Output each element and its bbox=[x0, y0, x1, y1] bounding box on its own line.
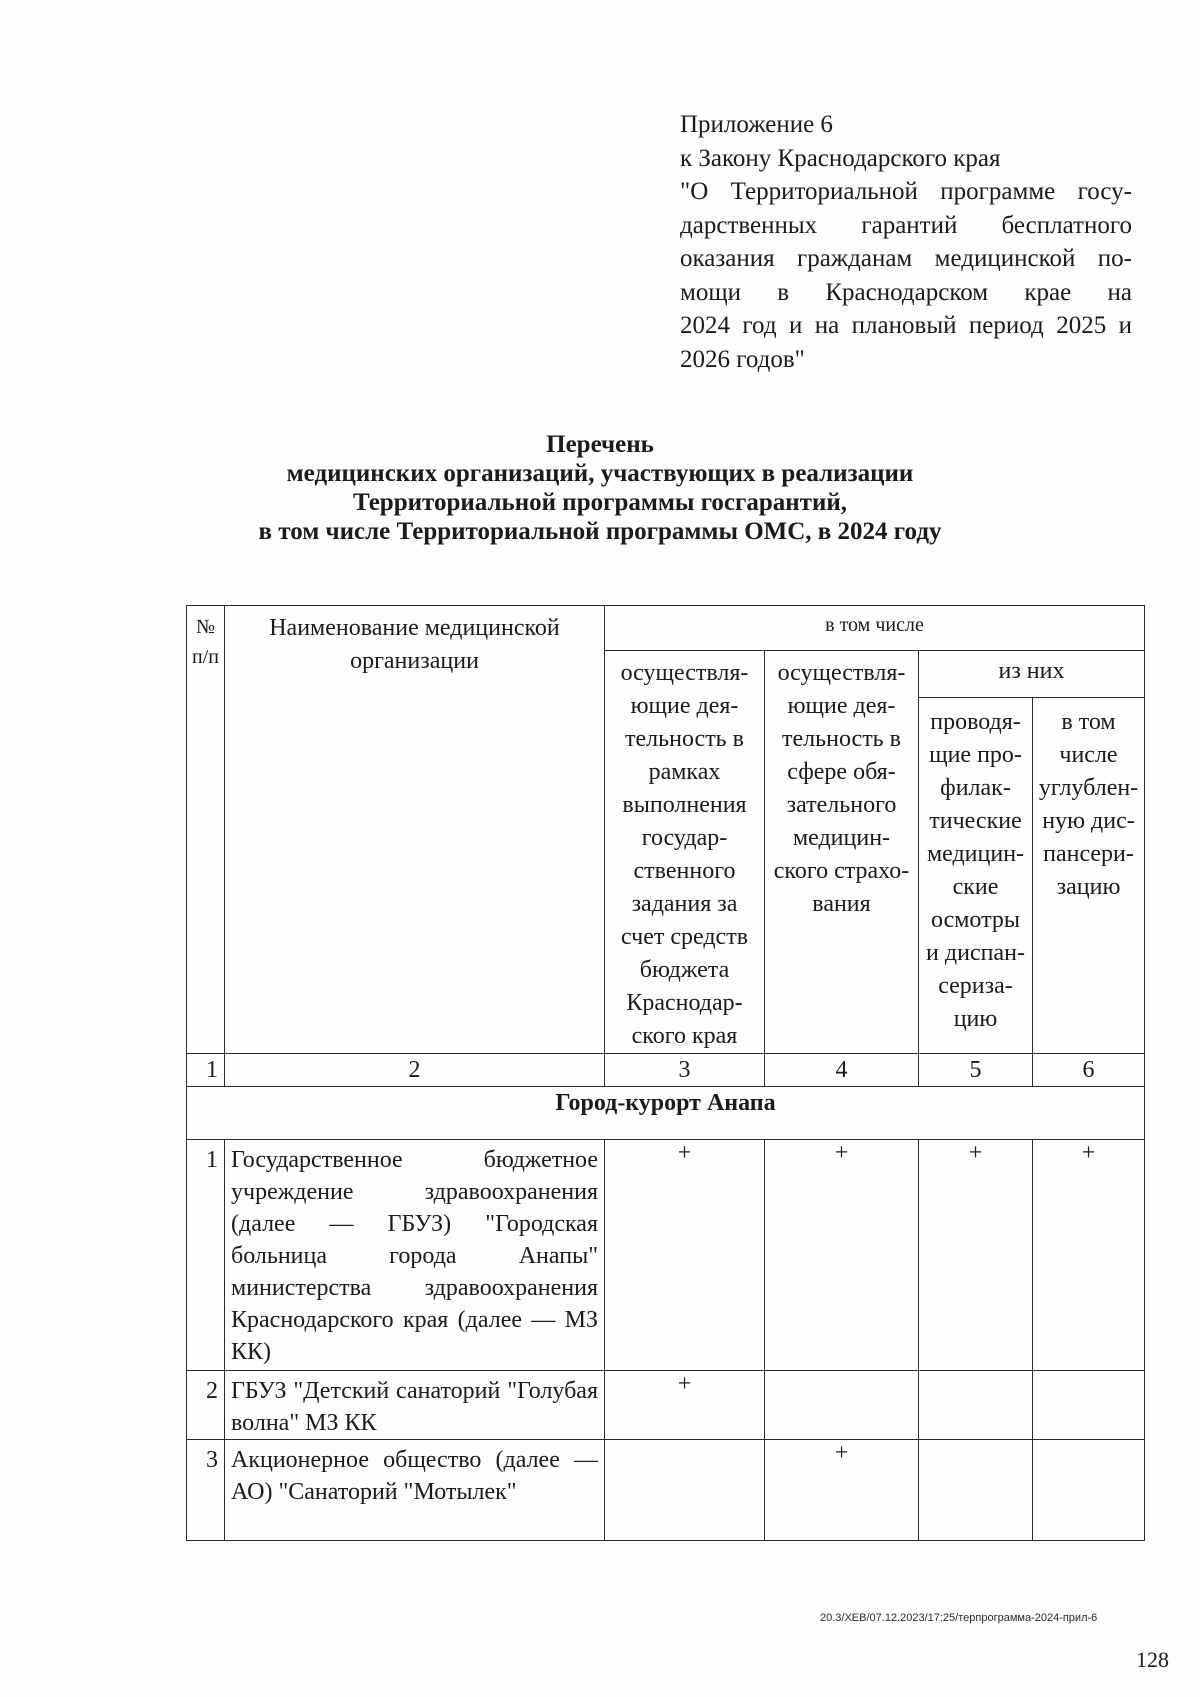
mark-cell: + bbox=[765, 1140, 919, 1371]
organizations-table bbox=[186, 605, 1145, 1541]
column-number: 2 bbox=[225, 1054, 605, 1087]
row-number: 2 bbox=[187, 1371, 225, 1440]
region-row bbox=[187, 1087, 1145, 1140]
annex-reference bbox=[680, 108, 1132, 376]
column-number: 3 bbox=[605, 1054, 765, 1087]
annex-line: 2024 год и на плановый период 2025 и bbox=[680, 312, 1132, 339]
title-line: Территориальной программы госгарантий, bbox=[352, 489, 848, 516]
mark-cell bbox=[919, 1371, 1033, 1440]
column-number: 6 bbox=[1033, 1054, 1145, 1087]
organization-name: Государственное бюджетное учреждение здравоохранения (далее — ГБУЗ) "Городская больница города Анапы" министерства здравоохранения Краснодарского края (далее — МЗ КК) bbox=[225, 1140, 605, 1371]
annex-line: мощи в Краснодарском крае на bbox=[680, 278, 1132, 306]
column-number-row bbox=[187, 1054, 1145, 1087]
title-line: Перечень bbox=[546, 431, 654, 458]
annex-line: "О Территориальной программе госу- bbox=[680, 178, 1132, 205]
mark-cell bbox=[765, 1371, 919, 1440]
mark-cell: + bbox=[765, 1440, 919, 1541]
annex-line: оказания гражданам медицинской по- bbox=[680, 245, 1132, 272]
table-row bbox=[187, 1371, 1145, 1440]
mark-cell: + bbox=[919, 1140, 1033, 1371]
column-number: 1 bbox=[187, 1054, 225, 1087]
annex-line: дарственных гарантий бесплатного bbox=[680, 211, 1132, 239]
document-code: 20.3/ХЕВ/07.12.2023/17:25/терпрограмма-2024-прил-6 bbox=[820, 1612, 1098, 1624]
row-number: 1 bbox=[187, 1140, 225, 1371]
row-number: 3 bbox=[187, 1440, 225, 1541]
mark-cell bbox=[605, 1440, 765, 1541]
table-row bbox=[187, 1440, 1145, 1541]
header-col3: осуществля-ющие дея-тельность в рамках выполнения государ-ственного задания за счет средств бюджета Краснодар-ского края bbox=[605, 651, 765, 1054]
annex-line: к Закону Краснодарского края bbox=[680, 144, 1001, 172]
mark-cell: + bbox=[605, 1140, 765, 1371]
title-line: в том числе Территориальной программы ОМС, в 2024 году bbox=[258, 518, 942, 545]
organization-name: ГБУЗ "Детский санаторий "Голубая волна" МЗ КК bbox=[225, 1371, 605, 1440]
header-including: в том числе bbox=[605, 606, 1145, 651]
mark-cell: + bbox=[1033, 1140, 1145, 1371]
mark-cell bbox=[919, 1440, 1033, 1541]
column-number: 5 bbox=[919, 1054, 1033, 1087]
header-of-them: из них bbox=[919, 651, 1145, 698]
annex-line: 2026 годов" bbox=[680, 345, 805, 373]
column-number: 4 bbox=[765, 1054, 919, 1087]
mark-cell: + bbox=[605, 1371, 765, 1440]
organization-name: Акционерное общество (далее — АО) "Санаторий "Мотылек" bbox=[225, 1440, 605, 1541]
header-num: № п/п bbox=[187, 606, 225, 1054]
header-name: Наименование медицинской организации bbox=[225, 606, 605, 1054]
title-line: медицинских организаций, участвующих в реализации bbox=[286, 460, 914, 487]
page-number: 128 bbox=[1136, 1647, 1169, 1672]
table-row bbox=[187, 1140, 1145, 1371]
header-col5: проводя-щие про-филак-тические медицин-ские осмотры и диспан-сериза-цию bbox=[919, 698, 1033, 1054]
document-title bbox=[180, 430, 1020, 546]
header-col4: осуществля-ющие дея-тельность в сфере обя-зательного медицин-ского страхо-вания bbox=[765, 651, 919, 1054]
mark-cell bbox=[1033, 1371, 1145, 1440]
header-row bbox=[187, 606, 1145, 651]
annex-line: Приложение 6 bbox=[680, 111, 833, 138]
mark-cell bbox=[1033, 1440, 1145, 1541]
region-heading: Город-курорт Анапа bbox=[187, 1087, 1145, 1140]
header-col6: в том числе углублен-ную дис-пансери-зацию bbox=[1033, 698, 1145, 1054]
